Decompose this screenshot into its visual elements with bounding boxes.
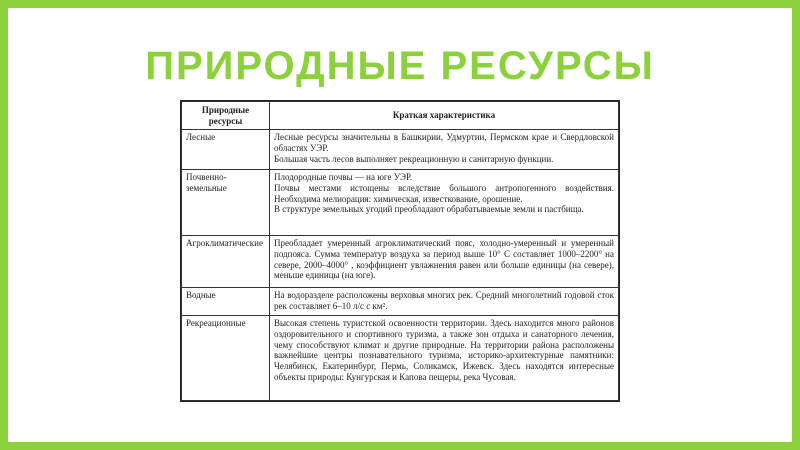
table-row — [182, 236, 619, 288]
description-line: Лесные ресурсы значительны в Башкирии, Удмуртии, Пермском крае и Свердловской областях УЭР. — [274, 132, 614, 153]
table-row — [182, 170, 619, 236]
resources-table — [180, 100, 620, 402]
description-line: В структуре земельных угодий преобладают обрабатываемые земли и пастбища. — [274, 204, 584, 215]
table-row — [182, 130, 619, 170]
page-title: ПРИРОДНЫЕ РЕСУРСЫ — [145, 44, 655, 88]
resource-description — [270, 316, 619, 401]
description-line: Плодородные почвы — на юге УЭР. — [274, 172, 413, 182]
description-line: Преобладает умеренный агроклиматический пояс, холодно-умеренный и умеренный подпояса. Сумма температур воздуха за период выше 10° С составляет 1000–2200° на севере, 2000–4000° , коэффициент увлажнения равен или больше единицы (на севере), меньше единицы (на юге). — [274, 238, 614, 281]
table-row — [182, 288, 619, 316]
resource-name: Водные — [182, 288, 270, 316]
table-row — [182, 316, 619, 401]
resource-name: Почвенно-земельные — [182, 170, 270, 236]
resource-description — [270, 130, 619, 170]
resource-description — [270, 288, 619, 316]
description-line: На водоразделе расположены верховья многих рек. Средний многолетний годовой сток рек составляет 6–10 л/с с км². — [274, 290, 614, 311]
resource-name: Рекреационные — [182, 316, 270, 401]
description-line: Большая часть лесов выполняет рекреационную и санитарную функции. — [274, 153, 554, 164]
resources-table-grid — [181, 101, 619, 401]
description-line: Высокая степень туристской освоенности территории. Здесь находится много районов оздоровительного и спортивного туризма, а также зон отдыха и санаторного лечения, чему способствуют климат и другие природные. На территории района расположены важнейшие центры познавательного туризма, историко-архитектурные памятники: Челябинск, Екатеринбург, Пермь, Соликамск, Ижевск. Здесь находятся интересные объекты природы: Кунгурская и Капова пещеры, река Чусовая. — [274, 318, 614, 382]
header-resources: Природные ресурсы — [182, 102, 270, 130]
header-characteristics: Краткая характеристика — [270, 102, 619, 130]
resource-description — [270, 236, 619, 288]
description-line: Почвы местами истощены вследствие большого антропогенного воздействия. Необходима мелиорация: химическая, известкование, орошение. — [274, 182, 614, 204]
resource-name: Агроклиматические — [182, 236, 270, 288]
resource-description — [270, 170, 619, 236]
resource-name: Лесные — [182, 130, 270, 170]
